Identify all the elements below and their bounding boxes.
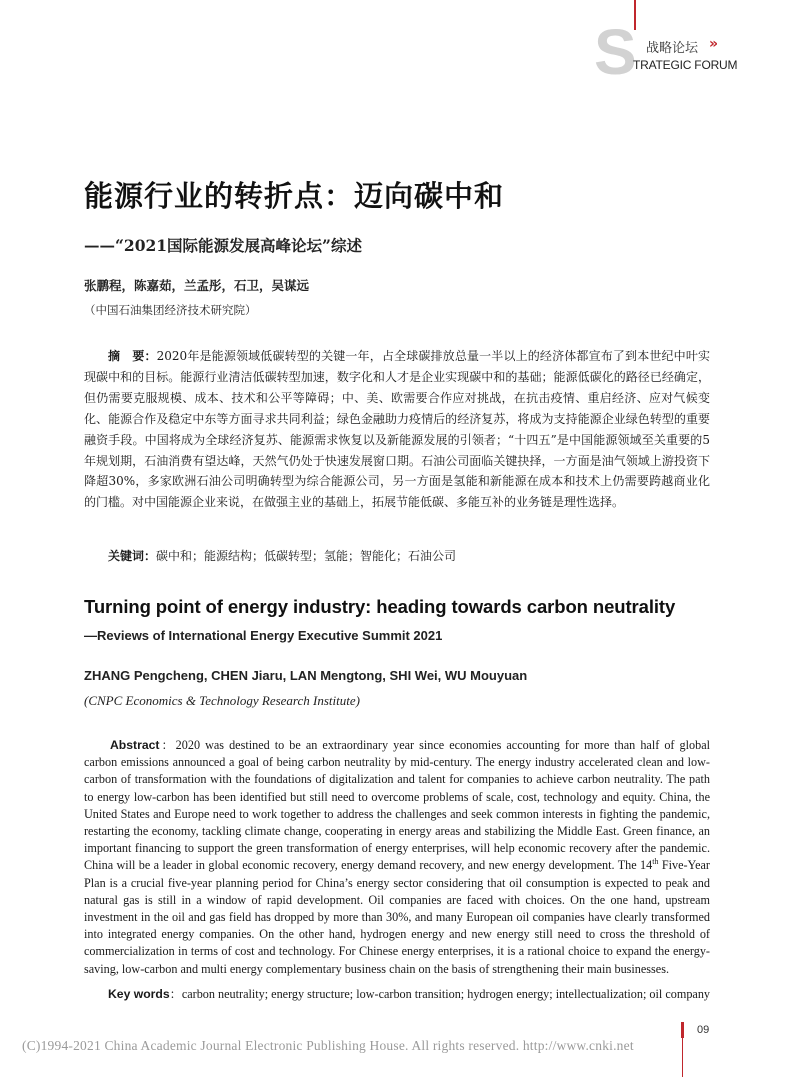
affiliation-en: (CNPC Economics & Technology Research Institute) [84, 693, 360, 708]
abstract-text-en-1: 2020 was destined to be an extraordinary year since economies accounting for more than half of global carbon emissions announced a goal of being carbon neutrality by mid-century. The energy industry accelerated clean and low-carbon of transformation with the foundations of digitalization and talent for companies to achieve carbon neutrality. The path to energy low-carbon has been identified but still need to overcome problems of scale, cost, technology and equity. China, the United States and Europe need to work together to address the challenges and seek common interests in fighting the pandemic, restarting the economy, tackling climate change, cooperating in energy areas and stabilizing the Middle East. Green finance, an important financing to support the green transformation of energy enterprises, will help economic recovery after the pandemic. China will be a leader in global economic recovery, energy demand recovery, and new energy development. The 14 [84, 738, 710, 873]
authors-en: ZHANG Pengcheng, CHEN Jiaru, LAN Mengtong, SHI Wei, WU Mouyuan [84, 668, 528, 683]
article-title-zh: 能源行业的转折点：迈向碳中和 [84, 179, 505, 213]
abstract-en [84, 737, 710, 978]
abstract-text-zh: 2020年是能源领域低碳转型的关键一年，占全球碳排放总量一半以上的经济体都宣布了到本世纪中叶实现碳中和的目标。能源行业清洁低碳转型加速，数字化和人才是企业实现碳中和的基础；能源低碳化的路径已经确定，但仍需要克服规模、成本、技术和公平等障碍；中、美、欧需要合作应对挑战，在抗击疫情、重启经济、应对气候变化、能源合作及稳定中东等方面寻求共同利益；绿色金融助力疫情后的经济复苏，将成为支持能源企业绿色转型的重要融资手段。中国将成为全球经济复苏、能源需求恢复以及新能源发展的引领者；“十四五”是中国能源领域至关重要的5年规划期，石油消费有望达峰，天然气仍处于快速发展窗口期。石油公司面临关键抉择，一方面是油气领域上游投资下降超30%，多家欧洲石油公司明确转型为综合能源公司，另一方面是氢能和新能源在成本和技术上仍需要跨越商业化的门槛。对中国能源企业来说，在做强主业的基础上，拓展节能低碳、多能互补的业务链是理性选择。 [84, 349, 710, 510]
section-label-zh: 战略论坛 [646, 41, 699, 56]
footer-accent-bar [681, 1022, 684, 1038]
abstract-label-en: Abstract [110, 738, 160, 752]
keywords-label-zh: 关键词： [108, 549, 157, 563]
abstract-label-zh: 摘 要： [108, 349, 157, 363]
keywords-text-zh: 碳中和；能源结构；低碳转型；氢能；智能化；石油公司 [156, 549, 457, 563]
authors-zh: 张鹏程，陈嘉茹，兰孟彤，石卫，吴谋远 [84, 278, 310, 293]
article-title-en: Turning point of energy industry: heading towards carbon neutrality [84, 596, 676, 617]
article-subtitle-zh: ——“2021国际能源发展高峰论坛”综述 [84, 236, 362, 255]
affiliation-zh: （中国石油集团经济技术研究院） [84, 303, 257, 317]
abstract-superscript: th [652, 857, 659, 867]
keywords-sep-en: ： [169, 987, 182, 1001]
keywords-text-en: carbon neutrality; energy structure; low-carbon transition; hydrogen energy; intellectualization; oil company [181, 987, 711, 1001]
copyright-notice: (C)1994-2021 China Academic Journal Electronic Publishing House. All rights reserved. http://www.cnki.net [22, 1038, 634, 1053]
section-label-en: TRATEGIC FORUM [633, 58, 738, 72]
footer-accent-rule [682, 1038, 683, 1077]
section-logo-letter: S [594, 16, 637, 88]
double-chevron-icon: » [709, 36, 719, 52]
keywords-zh [108, 547, 456, 564]
page-number: 09 [697, 1024, 710, 1036]
keywords-en [108, 985, 710, 1002]
abstract-zh [84, 346, 710, 513]
abstract-sep-en: ： [159, 738, 176, 752]
article-subtitle-en: —Reviews of International Energy Executive Summit 2021 [84, 628, 443, 643]
abstract-text-en-2: Five-Year Plan is a crucial five-year planning period for China’s energy sector considering that oil consumption is expected to peak and natural gas is still in a window of rapid development. Oil companies are faced with choices. On the one hand, upstream investment in the oil and gas field has dropped by more than 30%, and many European oil companies have clearly transformed into integrated energy companies. On the other hand, hydrogen energy and new energy still need to cross the threshold of commercialization in terms of cost and technology. For Chinese energy enterprises, it is a rational choice to expand the energy-saving, low-carbon and multi energy complementary business chain on the basis of strengthening their main businesses. [84, 858, 710, 976]
keywords-label-en: Key words [108, 987, 170, 1001]
